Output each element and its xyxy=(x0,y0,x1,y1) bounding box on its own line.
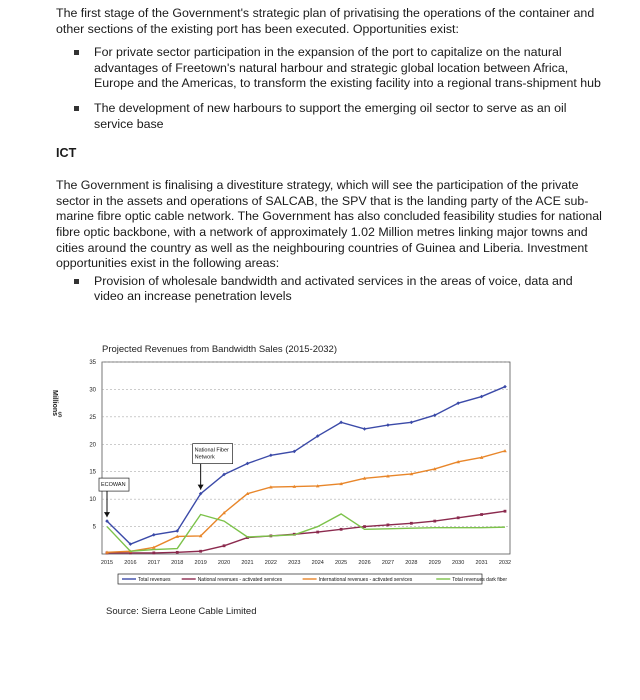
bullet-text: For private sector participation in the expansion of the port to capitalize on the natural advantages of Freetown's natural harbour and strategic global location between Africa, Europe and the Americas, to transform the existing facility into a regional trans-shipment hub xyxy=(94,45,601,91)
bullet-text: The development of new harbours to support the emerging oil sector to serve as an oil service base xyxy=(94,100,567,131)
x-tick-label: 2017 xyxy=(147,560,160,566)
data-point xyxy=(410,421,414,425)
legend-label: Total revenues dark fiber xyxy=(452,577,508,584)
ict-paragraph: The Government is finalising a divestiture strategy, which will see the participation of the private sector in the assets and operations of SALCAB, the SPV that is the landing party of the ACE sub-marine fibre optic cable network. The Government has also concluded feasibility studies for national fibre optic backbone, with a network of approximately 1.02 Million metres linking major towns and cities around the country as well as the neighbouring countries of Guinea and Liberia. Investment opportunities exist in the following areas: xyxy=(56,178,602,271)
legend-label: National revenues - activated services xyxy=(197,577,283,584)
list-item xyxy=(56,274,604,305)
data-point xyxy=(363,427,367,431)
legend-box xyxy=(118,574,482,584)
x-tick-label: 2031 xyxy=(475,560,488,566)
x-tick-label: 2027 xyxy=(381,560,395,566)
data-point xyxy=(504,510,507,513)
x-tick-label: 2023 xyxy=(288,560,301,566)
y-tick-label: 5 xyxy=(92,524,96,531)
list-item xyxy=(56,101,604,132)
x-tick-label: 2030 xyxy=(452,560,465,566)
data-point xyxy=(152,533,156,537)
data-point xyxy=(387,524,390,527)
series-line xyxy=(107,451,505,552)
y-tick-label: 25 xyxy=(89,414,96,421)
x-tick-label: 2021 xyxy=(241,560,254,566)
square-bullet-icon xyxy=(74,106,79,111)
annotation-label: National Fiber xyxy=(194,447,229,454)
revenue-chart xyxy=(51,338,526,638)
chart-title: Projected Revenues from Bandwidth Sales (2015-2032) xyxy=(102,344,337,355)
legend-label: International revenues - activated services xyxy=(318,577,413,584)
annotation-arrowhead xyxy=(198,485,204,490)
x-tick-label: 2024 xyxy=(311,560,324,566)
chart-source: Source: Sierra Leone Cable Limited xyxy=(106,606,257,617)
data-point xyxy=(363,525,366,528)
data-point xyxy=(316,531,319,534)
y-tick-label: 15 xyxy=(89,469,96,476)
x-tick-label: 2025 xyxy=(334,560,348,566)
data-point xyxy=(386,423,390,427)
y-tick-label: 30 xyxy=(89,387,96,394)
data-point xyxy=(433,520,436,523)
data-point xyxy=(410,522,413,525)
data-point xyxy=(457,516,460,519)
y-axis-label: Millions xyxy=(51,390,58,417)
square-bullet-icon xyxy=(74,279,79,284)
ict-bullet-list xyxy=(56,274,604,305)
section-heading-ict: ICT xyxy=(56,146,77,161)
x-tick-label: 2020 xyxy=(217,560,231,566)
y-tick-label: 10 xyxy=(89,497,96,504)
x-tick-label: 2026 xyxy=(358,560,371,566)
chart-canvas xyxy=(56,338,526,638)
data-point xyxy=(152,552,155,555)
x-tick-label: 2022 xyxy=(264,560,278,566)
x-tick-label: 2016 xyxy=(124,560,137,566)
intro-paragraph: The first stage of the Government's strategic plan of privatising the operations of the container and other sections of the existing port has been executed. Opportunities exist: xyxy=(56,6,595,36)
annotation-label: Network xyxy=(194,454,215,461)
x-tick-label: 2029 xyxy=(428,560,441,566)
annotation-label: ECOWAN xyxy=(101,482,126,489)
data-point xyxy=(176,551,179,554)
bullet-text: Provision of wholesale bandwidth and activated services in the areas of voice, data and video an increase penetration levels xyxy=(94,273,573,304)
data-point xyxy=(223,544,226,547)
list-item xyxy=(56,45,604,92)
x-tick-label: 2018 xyxy=(171,560,184,566)
data-point xyxy=(480,513,483,516)
data-point xyxy=(269,453,273,457)
data-point xyxy=(340,528,343,531)
document-page xyxy=(56,6,604,314)
plot-frame xyxy=(102,362,510,554)
annotation-arrowhead xyxy=(104,512,110,517)
y-tick-label: 20 xyxy=(89,442,96,449)
x-tick-label: 2028 xyxy=(405,560,418,566)
x-tick-label: 2032 xyxy=(498,560,512,566)
y-axis-currency: $ xyxy=(58,412,62,419)
port-bullet-list xyxy=(56,45,604,132)
x-tick-label: 2019 xyxy=(194,560,207,566)
data-point xyxy=(199,550,202,553)
legend-label: Total revenues xyxy=(138,577,171,584)
y-tick-label: 35 xyxy=(89,360,96,366)
square-bullet-icon xyxy=(74,50,79,55)
x-tick-label: 2015 xyxy=(100,560,114,566)
